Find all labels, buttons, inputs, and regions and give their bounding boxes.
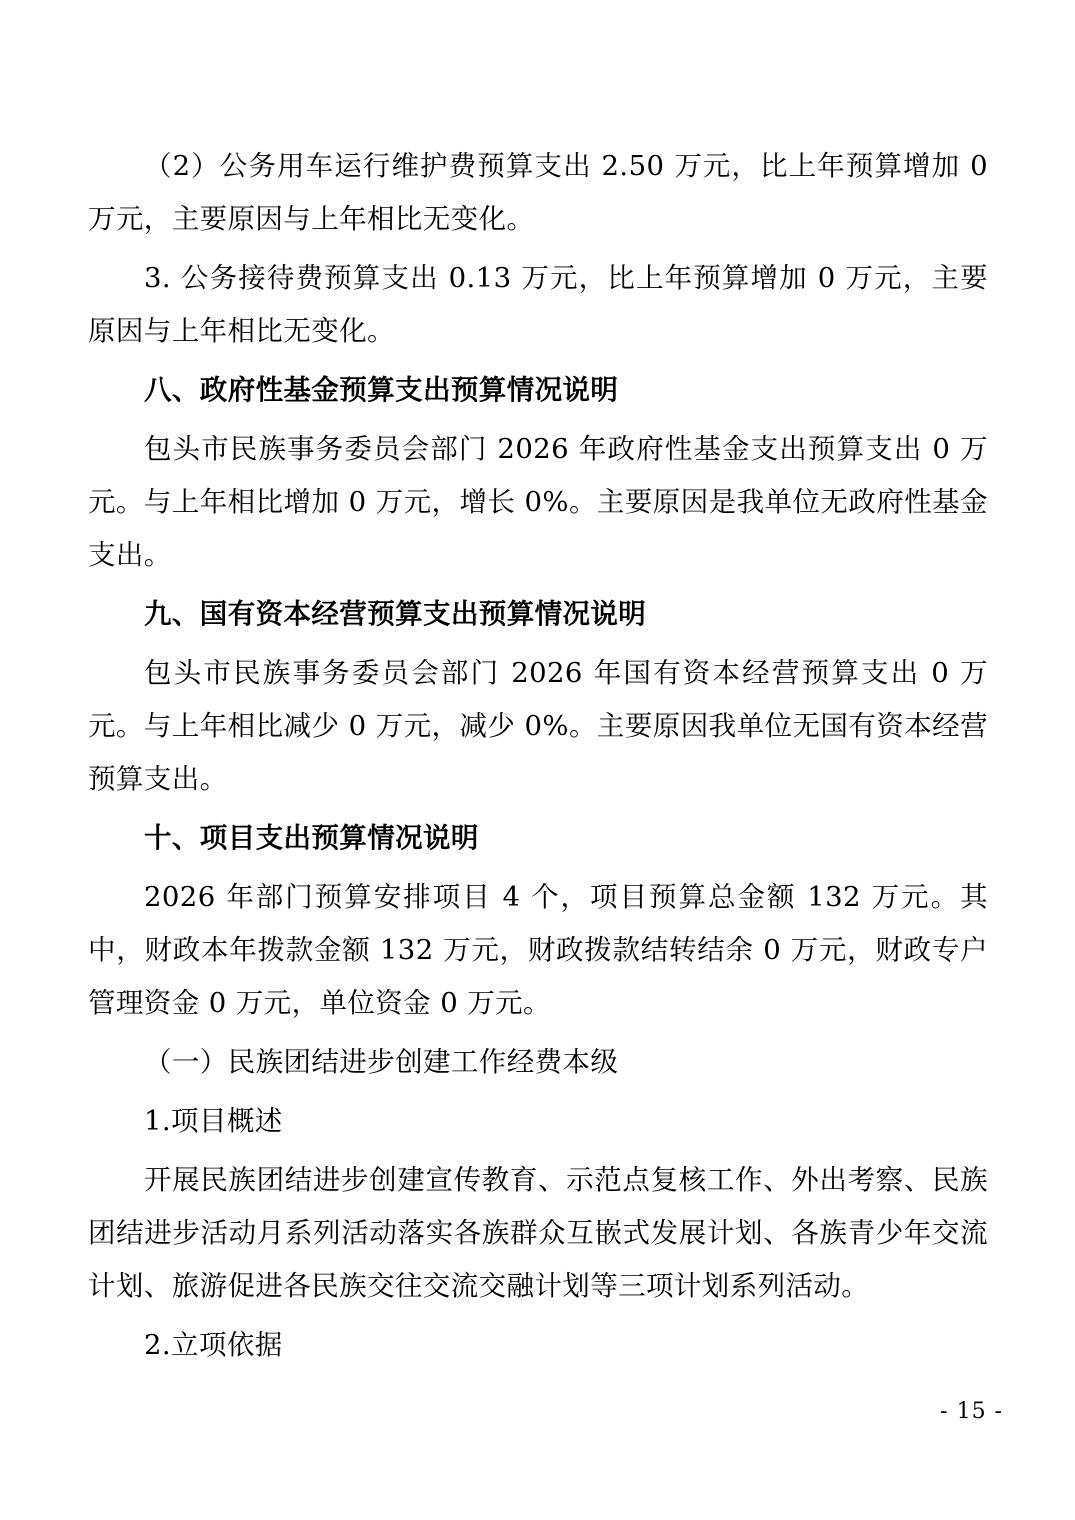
heading-section-eight: 八、政府性基金预算支出预算情况说明 xyxy=(144,374,619,406)
paragraph-section-ten-body: 2026 年部门预算安排项目 4 个，项目预算总金额 132 万元。其中，财政本年拨款金额 132 万元，财政拨款结转结余 0 万元，财政专户管理资金 0 万元，单位资金 0 万元。 xyxy=(88,881,988,1019)
subheading-item-one: （一）民族团结进步创建工作经费本级 xyxy=(144,1046,619,1078)
heading-section-ten: 十、项目支出预算情况说明 xyxy=(144,822,479,854)
paragraph-section-nine-body: 包头市民族事务委员会部门 2026 年国有资本经营预算支出 0 万元。与上年相比减少 0 万元，减少 0%。主要原因我单位无国有资本经营预算支出。 xyxy=(88,657,988,795)
heading-section-nine: 九、国有资本经营预算支出预算情况说明 xyxy=(144,598,647,630)
page-content xyxy=(88,140,988,1378)
paragraph-project-overview-body: 开展民族团结进步创建宣传教育、示范点复核工作、外出考察、民族团结进步活动月系列活动落实各族群众互嵌式发展计划、各族青少年交流计划、旅游促进各民族交往交流交融计划等三项计划系列活动。 xyxy=(88,1164,988,1302)
paragraph-section-eight-body: 包头市民族事务委员会部门 2026 年政府性基金支出预算支出 0 万元。与上年相比增加 0 万元，增长 0%。主要原因是我单位无政府性基金支出。 xyxy=(88,433,988,571)
page-number: - 15 - xyxy=(940,1399,1003,1424)
subheading-project-overview: 1.项目概述 xyxy=(144,1105,283,1137)
paragraph-car-expense: （2）公务用车运行维护费预算支出 2.50 万元，比上年预算增加 0 万元，主要原因与上年相比无变化。 xyxy=(88,150,988,235)
subheading-project-basis: 2.立项依据 xyxy=(144,1329,283,1361)
paragraph-reception-expense: 3. 公务接待费预算支出 0.13 万元，比上年预算增加 0 万元，主要原因与上年相比无变化。 xyxy=(88,262,988,347)
